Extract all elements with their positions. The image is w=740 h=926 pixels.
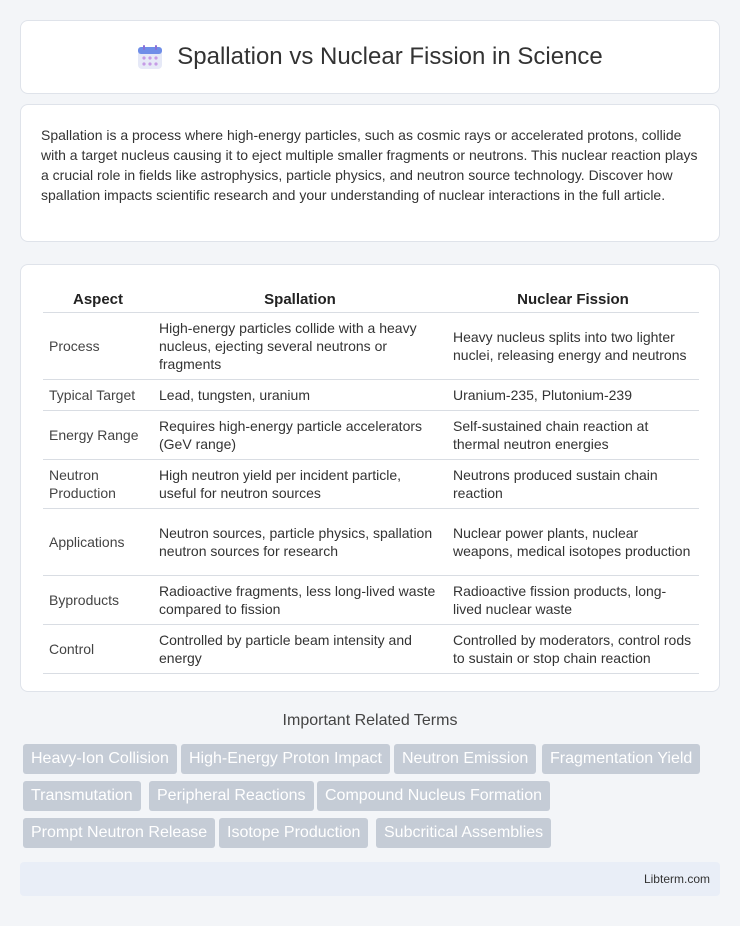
term-chip[interactable]: Transmutation — [23, 781, 141, 811]
table-row — [43, 509, 699, 576]
term-chip[interactable]: Prompt Neutron Release — [23, 818, 215, 848]
table-row — [43, 380, 699, 411]
table-row — [43, 313, 699, 380]
fission-cell: Controlled by moderators, control rods to sustain or stop chain reaction — [447, 625, 699, 674]
aspect-cell: Process — [43, 313, 153, 380]
intro-card — [20, 104, 720, 242]
table-row — [43, 460, 699, 509]
table-row — [43, 625, 699, 674]
column-header: Aspect — [43, 285, 153, 313]
aspect-cell: Energy Range — [43, 411, 153, 460]
table-row — [43, 411, 699, 460]
fission-cell: Nuclear power plants, nuclear weapons, medical isotopes production — [447, 509, 699, 576]
fission-cell: Neutrons produced sustain chain reaction — [447, 460, 699, 509]
term-chip[interactable]: Peripheral Reactions — [149, 781, 314, 811]
footer-link[interactable]: Libterm.com — [643, 872, 710, 886]
table-header-row — [43, 285, 699, 313]
comparison-table — [43, 285, 699, 674]
column-header: Spallation — [153, 285, 447, 313]
column-header: Nuclear Fission — [447, 285, 699, 313]
aspect-cell: Neutron Production — [43, 460, 153, 509]
intro-text: Spallation is a process where high-energy particles, such as cosmic rays or accelerated protons, collide with a target nucleus causing it to eject multiple smaller fragments or neutrons. This nuclear reaction plays a crucial role in fields like astrophysics, particle physics, and neutron source technology. Discover how spallation impacts scientific research and your understanding of nuclear interactions in the full article. — [41, 127, 698, 203]
table-row — [43, 576, 699, 625]
spallation-cell: High-energy particles collide with a heavy nucleus, ejecting several neutrons or fragments — [153, 313, 447, 380]
aspect-cell: Typical Target — [43, 380, 153, 411]
spallation-cell: Lead, tungsten, uranium — [153, 380, 447, 411]
term-chip[interactable]: Heavy-Ion Collision — [23, 744, 177, 774]
spallation-cell: High neutron yield per incident particle, useful for neutron sources — [153, 460, 447, 509]
spallation-cell: Requires high-energy particle accelerators (GeV range) — [153, 411, 447, 460]
fission-cell: Uranium-235, Plutonium-239 — [447, 380, 699, 411]
spallation-cell: Neutron sources, particle physics, spallation neutron sources for research — [153, 509, 447, 576]
page-title: Spallation vs Nuclear Fission in Science — [177, 43, 603, 70]
related-terms-title: Important Related Terms — [282, 712, 458, 729]
aspect-cell: Control — [43, 625, 153, 674]
term-chip[interactable]: Neutron Emission — [394, 744, 536, 774]
header-card — [20, 20, 720, 94]
term-chip[interactable]: High-Energy Proton Impact — [181, 744, 390, 774]
fission-cell: Radioactive fission products, long-lived nuclear waste — [447, 576, 699, 625]
calendar-icon — [137, 44, 163, 70]
comparison-card — [20, 264, 720, 692]
fission-cell: Self-sustained chain reaction at thermal neutron energies — [447, 411, 699, 460]
term-chip[interactable]: Compound Nucleus Formation — [317, 781, 550, 811]
term-chip[interactable]: Subcritical Assemblies — [376, 818, 551, 848]
fission-cell: Heavy nucleus splits into two lighter nuclei, releasing energy and neutrons — [447, 313, 699, 380]
footer — [20, 862, 720, 896]
term-chip[interactable]: Isotope Production — [219, 818, 368, 848]
aspect-cell: Applications — [43, 509, 153, 576]
spallation-cell: Radioactive fragments, less long-lived waste compared to fission — [153, 576, 447, 625]
term-chip[interactable]: Fragmentation Yield — [542, 744, 700, 774]
spallation-cell: Controlled by particle beam intensity and energy — [153, 625, 447, 674]
aspect-cell: Byproducts — [43, 576, 153, 625]
